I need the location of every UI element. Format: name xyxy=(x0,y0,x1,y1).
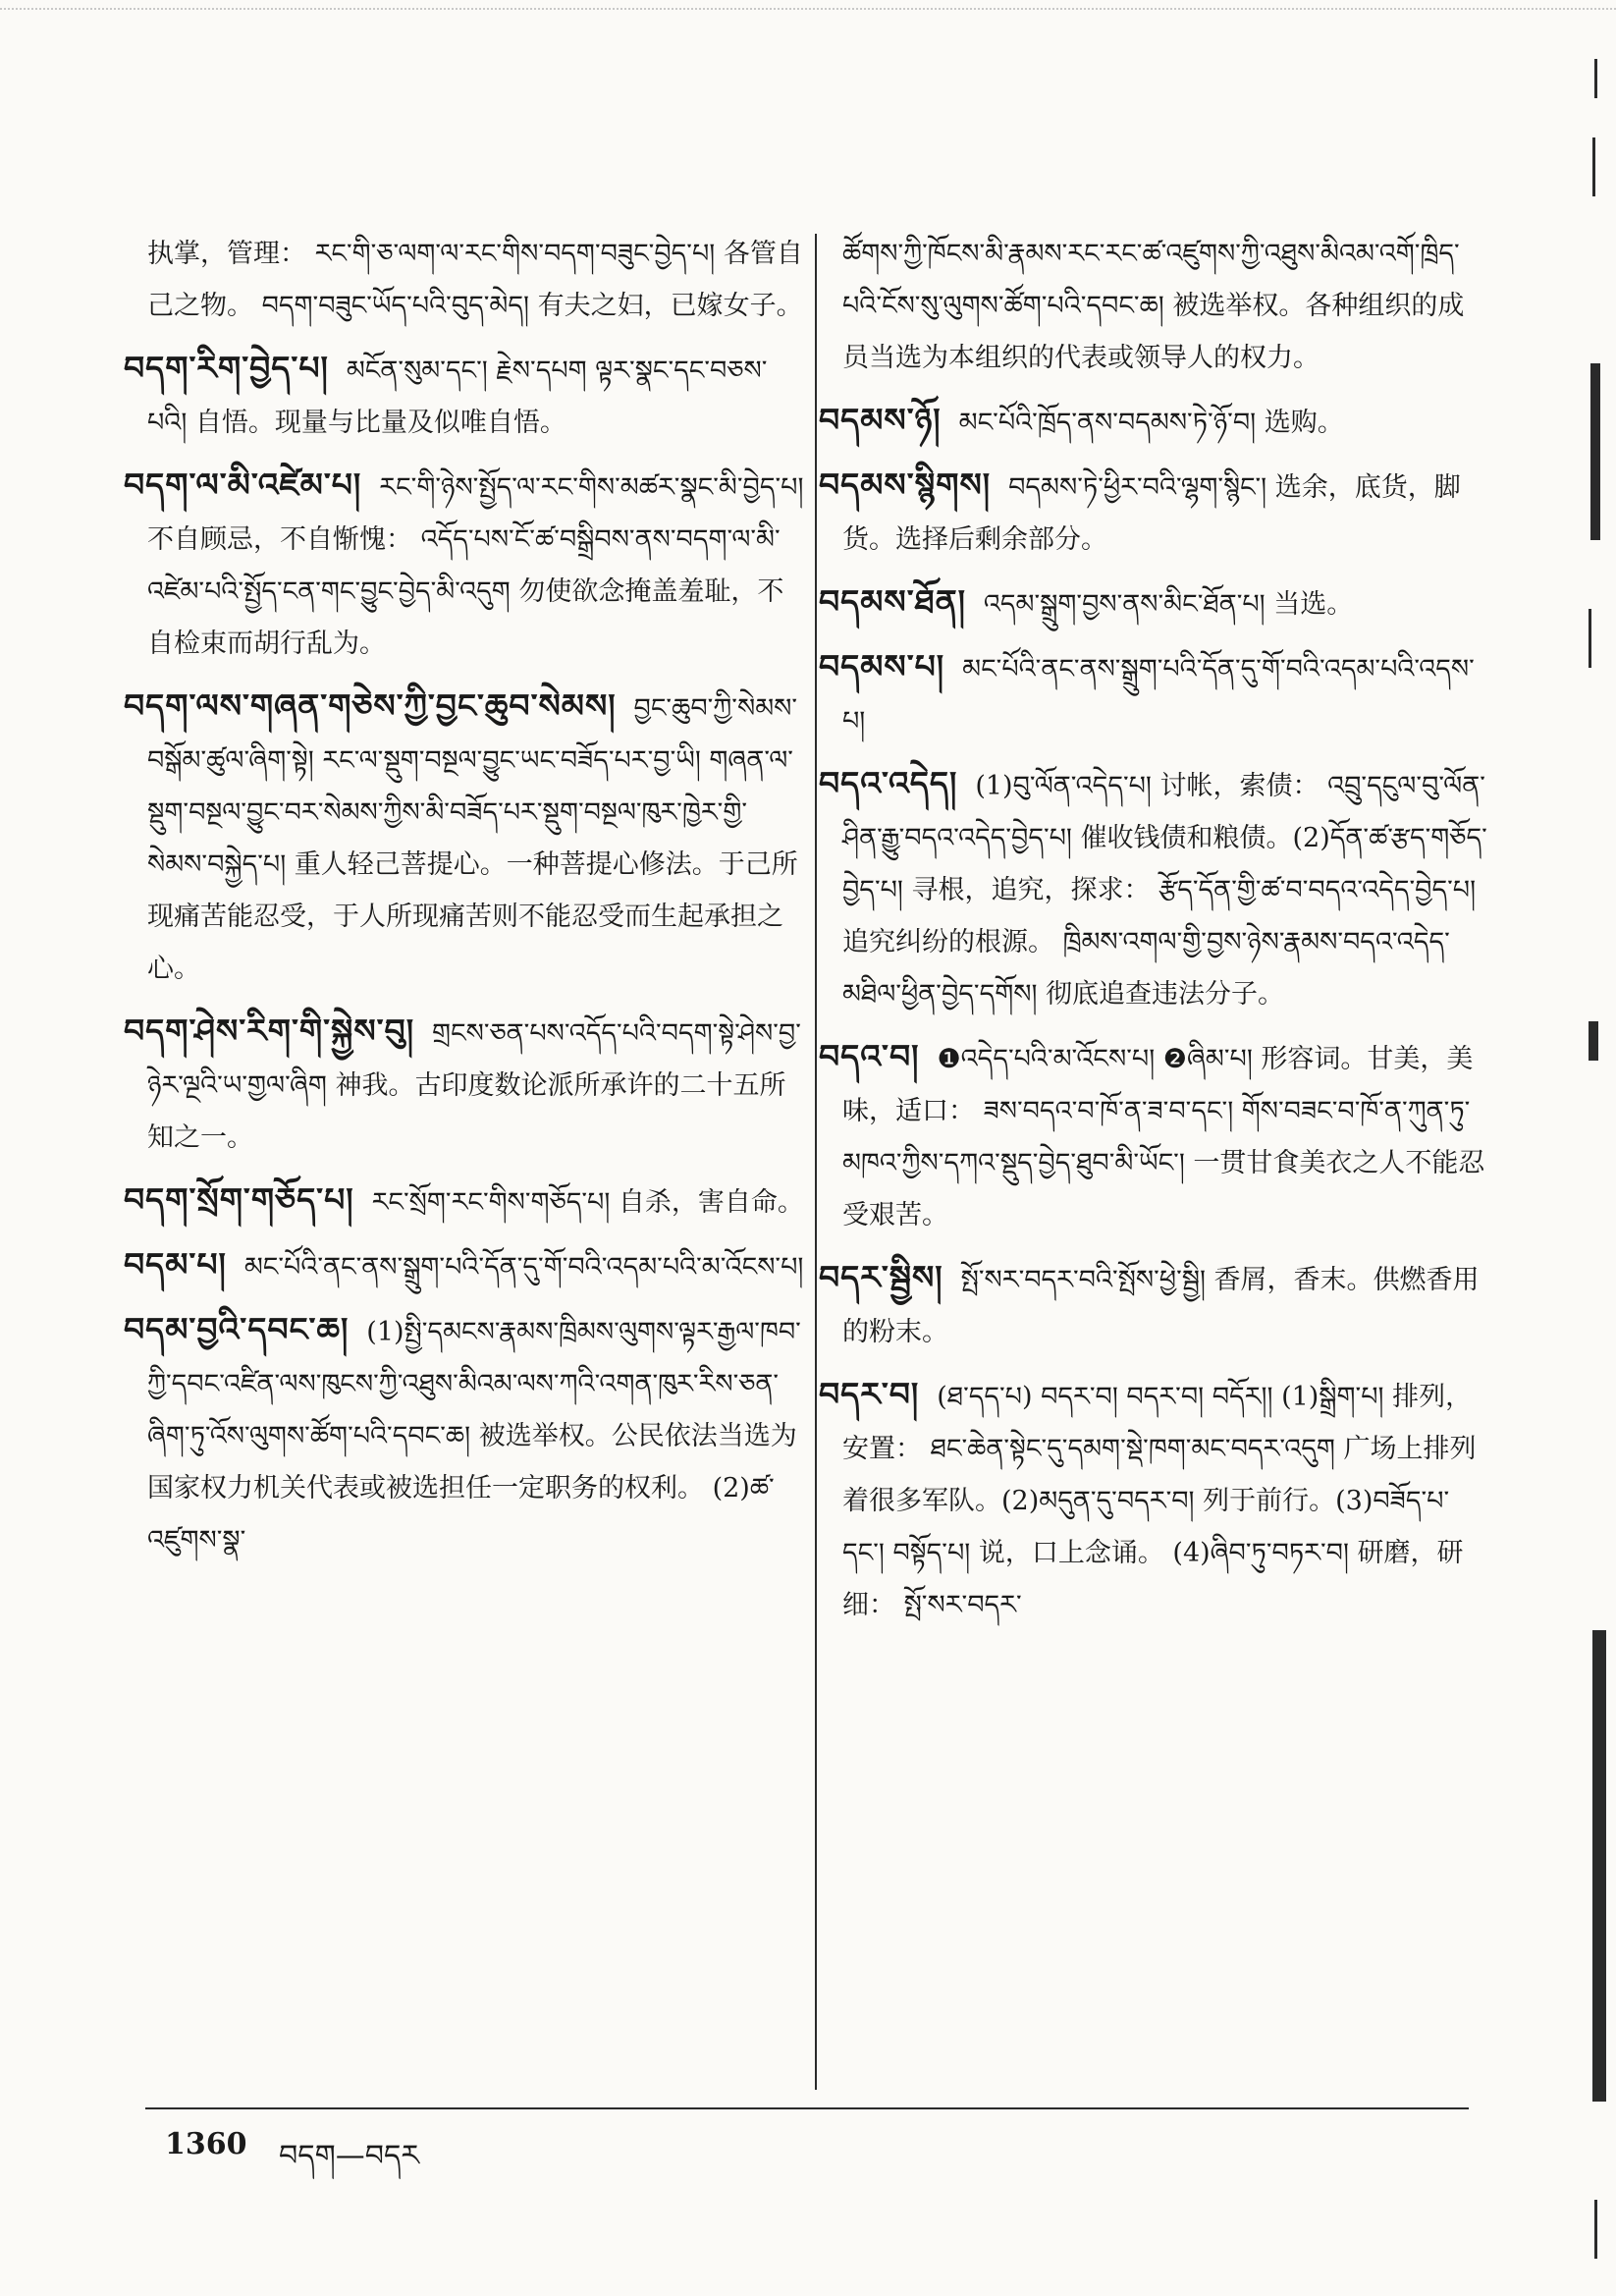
scan-edge-top xyxy=(0,8,1616,10)
scan-edge-right xyxy=(1571,39,1606,2288)
entry-definition: (1)བུ་ལོན་འདེད་པ། 讨帐，索债： འབྲུ་དངུལ་བུ་ལོན་ཤིན་རྒྱུ་བདའ་འདེད་བྱེད་པ། 催收钱债和粮债。(2)དོན་ཚ་རྩད་གཅོད་བྱེད་པ། 寻根，追究，探求： རྩོད་དོན་གྱི་ཚ་བ་བདའ་འདེད་བྱེད་པ། 追究纠纷的根源。 ཁྲིམས་འགལ་གྱི་བྱས་ཉེས་རྣམས་བདའ་འདེད་མཐིལ་ཕྱིན་བྱེད་དགོས། 彻底追查违法分子。 xyxy=(842,771,1487,1010)
dictionary-entry xyxy=(819,757,1490,1020)
entry-headword: བདམས་ཐོན། xyxy=(819,582,966,621)
dictionary-entry xyxy=(819,1030,1490,1241)
entry-headword: བདག་ལས་གཞན་གཅེས་ཀྱི་བྱང་ཆུབ་སེམས། xyxy=(124,686,617,725)
dictionary-entry xyxy=(124,1303,805,1566)
entry-headword: བདམས་པ། xyxy=(819,647,945,685)
entry-definition: བྱང་ཆུབ་ཀྱི་སེམས་བསྒོམ་ཚུལ་ཞིག་སྟེ། རང་ལ་སྡུག་བསྔལ་བྱུང་ཡང་བཟོད་པར་བྱ་ཡི། གཞན་ལ་སྡུག་བསྔལ་བྱུང་བར་སེམས་ཀྱིས་མི་བཟོད་པར་སྡུག་བསྔལ་ཁུར་ཁྱེར་གྱི་སེམས་བསྐྱེད་པ། 重人轻己菩提心。一种菩提心修法。于己所现痛苦能忍受，于人所现痛苦则不能忍受而生起承担之心。 xyxy=(147,693,798,984)
dictionary-entry xyxy=(842,228,1490,384)
entry-definition: མང་པོའི་ཁྲོད་ནས་བདམས་ཏེ་ཉོ་བ། 选购。 xyxy=(958,408,1344,438)
dictionary-entry xyxy=(124,680,805,995)
entry-definition: མང་པོའི་ནང་ནས་སྒྲུག་པའི་དོན་དུ་གོ་བའི་འདམ་པའི་འདས་པ། xyxy=(842,654,1475,737)
entry-definition: སྤོ་སར་བདར་བའི་སྤོས་ཕྱེ་སྦྱི། 香屑，香末。供燃香用的粉末。 xyxy=(842,1265,1480,1347)
entry-headword: བདག་ཤེས་རིག་གི་སྐྱེས་བུ། xyxy=(124,1011,415,1050)
entry-definition: མང་པོའི་ནང་ནས་སྒྲུག་པའི་དོན་དུ་གོ་བའི་འདམ་པའི་མ་འོངས་པ། xyxy=(243,1252,804,1283)
entry-definition: གྲངས་ཅན་པས་འདོད་པའི་བདག་སྟེ་ཤེས་བྱ་ཉེར་ལྔའི་ཡ་གྱལ་ཞིག 神我。古印度数论派所承许的二十五所知之一。 xyxy=(147,1018,801,1153)
headword-range: བདག—བདར xyxy=(279,2139,420,2173)
dictionary-entry xyxy=(124,1238,805,1293)
dictionary-entry xyxy=(124,1174,805,1229)
dictionary-entry xyxy=(819,640,1490,747)
entry-definition: འདམ་སྒྲུག་བྱས་ནས་མིང་ཐོན་པ། 当选。 xyxy=(983,589,1354,620)
column-divider xyxy=(815,234,817,2090)
footer-rule xyxy=(145,2107,1469,2109)
dictionary-entry xyxy=(147,228,805,332)
entry-definition: ❶འདེད་པའི་མ་འོངས་པ། ❷ཞིམ་པ། 形容词。甘美，美味，适口： ཟས་བདའ་བ་ཁོ་ན་ཟ་བ་དང་། གོས་བཟང་བ་ཁོ་ན་ཀུན་ཏུ་མཁའ་ཀྱིས་དཀའ་སྡུད་བྱེད་ཐུབ་མི་ཡོང་། 一贯甘食美衣之人不能忍受艰苦。 xyxy=(842,1044,1485,1230)
entry-definition: རང་གི་ཉེས་སྤྱོད་ལ་རང་གིས་མཚར་སྣང་མི་བྱེད་པ། 不自顾忌，不自惭愧： འདོད་པས་ངོ་ཚ་བསྒྲིབས་ནས་བདག་ལ་མི་འཛེམ་པའི་སྤྱོད་ངན་གང་བྱུང་བྱེད་མི་འདུག 勿使欲念掩盖羞耻，不自检束而胡行乱为。 xyxy=(147,472,804,659)
entry-headword: བདར་སྦྱིས། xyxy=(819,1258,943,1296)
entry-headword: བདམ་བྱའི་དབང་ཆ། xyxy=(124,1310,350,1348)
entry-definition: (ཐ་དད་པ) བདར་བ། བདར་བ། བདོར།། (1)སྒྲིག་པ། 排列，安置： ཐང་ཆེན་སྟེང་དུ་དམག་སྡེ་ཁག་མང་བདར་འདུག 广场上排列着很多军队。(2)མདུན་དུ་བདར་བ། 列于前行。(3)བཟོད་པ་དང་། བསྟོད་པ། 说，口上念诵。 (4)ཞིབ་ཏུ་བཏར་བ། 研磨，研细： སྤོ་སར་བདར་ xyxy=(842,1382,1477,1620)
dictionary-entry xyxy=(124,459,805,670)
entry-headword: བདར་བ། xyxy=(819,1375,920,1413)
entry-definition: (1)སྤྱི་དམངས་རྣམས་ཁྲིམས་ལུགས་ལྟར་རྒྱལ་ཁབ་ཀྱི་དབང་འཛིན་ལས་ཁུངས་ཀྱི་འཐུས་མིའམ་ལས་ཀའི་འགན་ཁུར་རིས་ཅན་ཞིག་ཏུ་འོས་ལུགས་ཚོག་པའི་དབང་ཆ། 被选举权。公民依法当选为国家权力机关代表或被选担任一定职务的权利。 (2)ཚ་འཛུགས་སྣ་ xyxy=(147,1317,801,1556)
dictionary-entry xyxy=(819,459,1490,566)
entry-headword: བདའ་བ། xyxy=(819,1037,920,1075)
page-number: 1360 xyxy=(165,2127,247,2161)
dictionary-entry xyxy=(819,1368,1490,1631)
dictionary-entry xyxy=(819,575,1490,630)
entry-headword: བདམས་ཉོ། xyxy=(819,401,942,439)
dictionary-entry xyxy=(819,394,1490,449)
entry-headword: བདའ་འདེད། xyxy=(819,764,958,802)
dictionary-entry xyxy=(124,1005,805,1164)
left-column xyxy=(124,228,805,1576)
dictionary-entry xyxy=(819,1251,1490,1358)
entry-headword: བདག་སྲོག་གཅོད་པ། xyxy=(124,1180,354,1219)
right-column xyxy=(819,228,1490,1641)
entry-definition: མངོན་སུམ་དང་། རྗེས་དཔག ལྟར་སྣང་དང་བཅས་པའི། 自悟。现量与比量及似唯自悟。 xyxy=(147,355,768,438)
entry-definition: ཚོགས་ཀྱི་ཁོངས་མི་རྣམས་རང་རང་ཚ་འཛུགས་ཀྱི་འཐུས་མིའམ་འགོ་ཁྲིད་པའི་ངོས་སུ་ལུགས་ཚོག་པའི་དབང་ཆ། 被选举权。各种组织的成员当选为本组织的代表或领导人的权力。 xyxy=(842,239,1465,373)
entry-headword: བདམ་པ། xyxy=(124,1245,227,1284)
dictionary-entry xyxy=(124,342,805,449)
entry-definition: 执掌，管理： རང་གི་ཅ་ལག་ལ་རང་གིས་བདག་བཟུང་བྱེད་པ། 各管自己之物。 བདག་བཟུང་ཡོད་པའི་བུད་མེད། 有夫之妇，已嫁女子。 xyxy=(147,239,803,321)
entry-headword: བདག་རིག་བྱེད་པ། xyxy=(124,349,329,387)
entry-headword: བདག་ལ་མི་འཛེམ་པ། xyxy=(124,465,362,504)
entry-definition: བདམས་ཏེ་ཕྱིར་བའི་ལྷག་སྙིང་། 选余，底货，脚货。选择后剩余部分。 xyxy=(842,472,1461,555)
entry-definition: རང་སྲོག་རང་གིས་གཅོད་པ། 自杀，害自命。 xyxy=(371,1187,804,1218)
entry-headword: བདམས་སྙིགས། xyxy=(819,465,992,504)
